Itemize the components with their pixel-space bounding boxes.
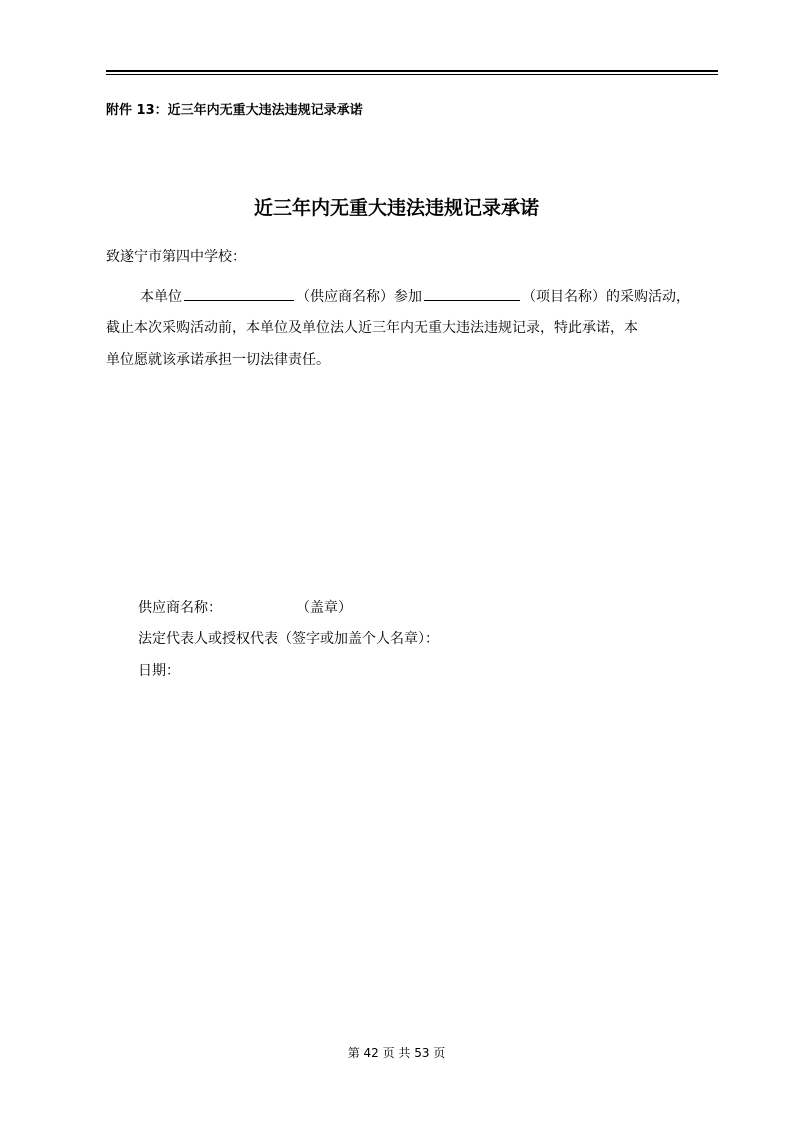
salutation: 致遂宁市第四中学校： [106,249,246,265]
attachment-label: 附件 13：近三年内无重大违法违规记录承诺 [106,103,363,118]
line1-prefix: 本单位 [140,289,182,305]
representative-signature-line: 法定代表人或授权代表（签字或加盖个人名章）： [138,631,439,647]
document-title: 近三年内无重大违法违规记录承诺 [253,197,539,219]
paragraph-line-1 [140,286,690,307]
paragraph-line-2: 截止本次采购活动前，本单位及单位法人近三年内无重大违法违规记录，特此承诺，本 [106,320,638,336]
supplier-name-blank [184,286,294,301]
paragraph-line-3: 单位愿就该承诺承担一切法律责任。 [106,352,330,368]
line1-suffix: （项目名称）的采购活动， [522,289,690,305]
seal-label: （盖章） [296,600,352,616]
page-number: 第 42 页 共 53 页 [347,1046,446,1060]
date-line: 日期： [138,663,180,679]
line1-mid: （供应商名称）参加 [296,289,422,305]
header-rule-thin [106,74,718,75]
supplier-label: 供应商名称： [138,600,222,616]
project-name-blank [424,286,520,301]
header-rule-thick [106,70,718,72]
supplier-signature-line [138,597,352,617]
